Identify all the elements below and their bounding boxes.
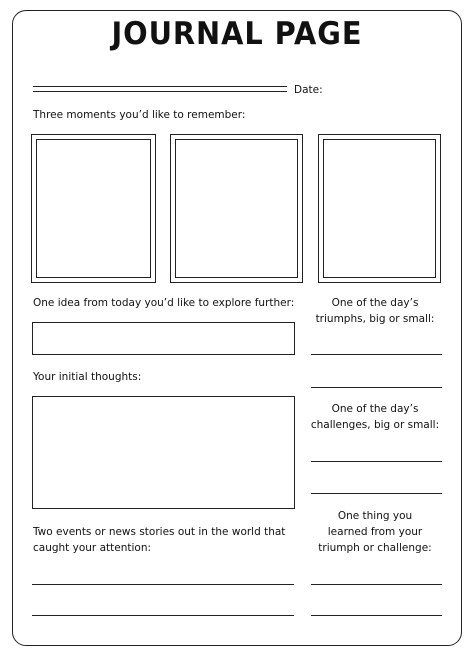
triumph-prompt-line-1: One of the day’s xyxy=(331,297,419,309)
page-title: JOURNAL PAGE xyxy=(111,16,363,52)
date-label: Date: xyxy=(294,84,323,96)
header-line[interactable] xyxy=(33,86,287,92)
triumph-line-2[interactable] xyxy=(311,387,442,388)
events-prompt-line-2: caught your attention: xyxy=(33,542,152,554)
challenge-line-2[interactable] xyxy=(311,493,442,494)
moment-frame-3[interactable] xyxy=(318,134,441,283)
idea-box[interactable] xyxy=(32,322,295,355)
learned-prompt-line-1: One thing you xyxy=(337,510,413,522)
learned-prompt-line-2: learned from your xyxy=(327,526,423,538)
thoughts-prompt: Your initial thoughts: xyxy=(33,371,142,383)
moment-frame-1[interactable] xyxy=(31,134,156,283)
challenge-prompt-line-1: One of the day’s xyxy=(331,403,419,415)
event-line-2[interactable] xyxy=(32,615,294,616)
events-prompt-line-1: Two events or news stories out in the world that xyxy=(33,526,286,538)
learned-prompt-line-3: triumph or challenge: xyxy=(318,542,432,554)
challenge-line-1[interactable] xyxy=(311,461,442,462)
learned-line-2[interactable] xyxy=(311,615,442,616)
learned-line-1[interactable] xyxy=(311,584,442,585)
event-line-1[interactable] xyxy=(32,584,294,585)
idea-prompt: One idea from today you’d like to explore further: xyxy=(33,297,295,309)
challenge-prompt-line-2: challenges, big or small: xyxy=(310,419,440,431)
triumph-prompt-line-2: triumphs, big or small: xyxy=(315,313,435,325)
triumph-line-1[interactable] xyxy=(311,354,442,355)
moment-frame-2[interactable] xyxy=(170,134,303,283)
thoughts-box[interactable] xyxy=(32,396,295,509)
moments-prompt: Three moments you’d like to remember: xyxy=(33,109,246,121)
